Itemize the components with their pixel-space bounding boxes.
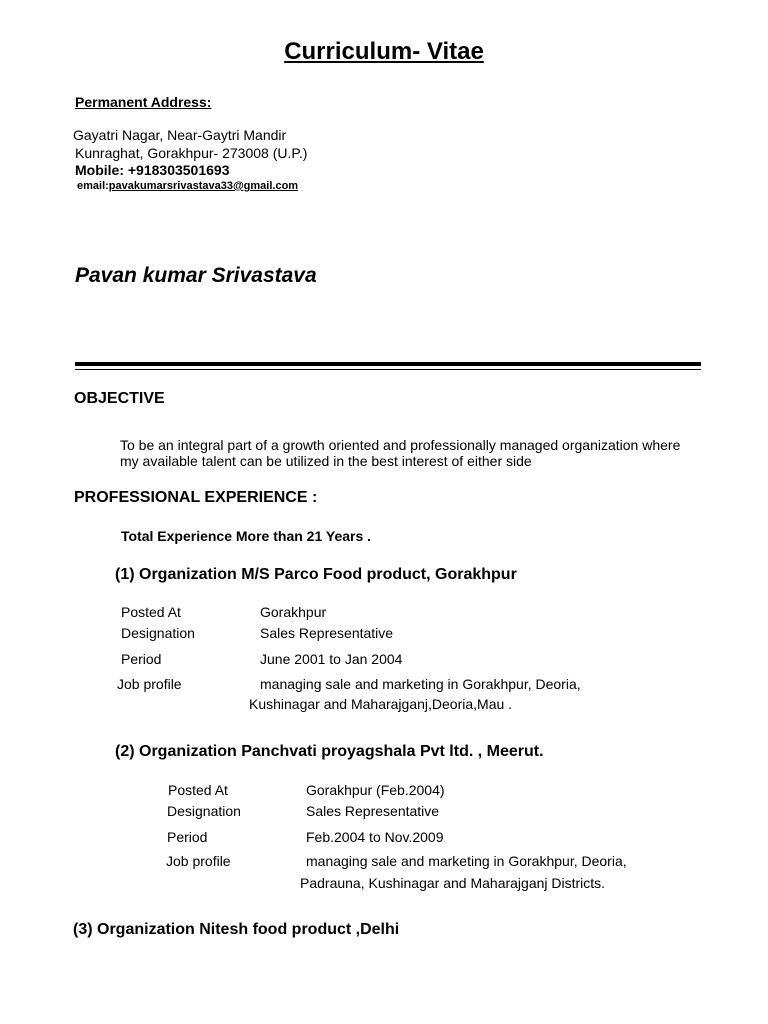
org-1-posted-label: Posted At (121, 604, 181, 620)
candidate-name: Pavan kumar Srivastava (75, 264, 317, 287)
org-2-profile-line-1: managing sale and marketing in Gorakhpur, Deoria, (306, 853, 627, 869)
org-1-posted-value: Gorakhpur (260, 604, 327, 620)
org-2-title: (2) Organization Panchvati proyagshala Pvt ltd. , Meerut. (115, 743, 544, 760)
org-1-designation-label: Designation (121, 625, 195, 641)
address-line-2: Kunraghat, Gorakhpur- 273008 (U.P.) (75, 145, 308, 161)
org-1-profile-label: Job profile (117, 676, 182, 692)
mobile-number: Mobile: +918303501693 (75, 162, 230, 178)
org-1-profile-line-2: Kushinagar and Maharajganj,Deoria,Mau . (249, 696, 513, 712)
email-address: pavakumarsrivastava33@gmail.com (108, 180, 299, 192)
address-line-1: Gayatri Nagar, Near-Gaytri Mandir (73, 127, 287, 143)
section-divider-thick (75, 362, 701, 366)
org-1-designation-value: Sales Representative (260, 625, 394, 641)
org-2-period-label: Period (167, 829, 208, 845)
permanent-address-label: Permanent Address: (75, 94, 212, 110)
org-1-title: (1) Organization M/S Parco Food product, Gorakhpur (115, 566, 517, 583)
total-experience: Total Experience More than 21 Years . (121, 528, 372, 544)
objective-line-2: my available talent can be utilized in the best interest of either side (120, 453, 532, 469)
org-2-designation-label: Designation (167, 803, 241, 819)
org-2-period-value: Feb.2004 to Nov.2009 (306, 829, 444, 845)
org-2-profile-label: Job profile (166, 853, 231, 869)
org-1-period-label: Period (121, 651, 162, 667)
objective-line-1: To be an integral part of a growth oriented and professionally managed organization where (120, 437, 681, 453)
org-2-posted-label: Posted At (168, 782, 228, 798)
org-2-posted-value: Gorakhpur (Feb.2004) (306, 782, 445, 798)
section-divider-thin (75, 369, 701, 370)
email-prefix: email: (77, 180, 109, 192)
email-line (77, 180, 298, 192)
org-3-title: (3) Organization Nitesh food product ,Delhi (73, 921, 400, 938)
objective-heading: OBJECTIVE (74, 390, 165, 407)
org-2-designation-value: Sales Representative (306, 803, 440, 819)
org-2-profile-line-2: Padrauna, Kushinagar and Maharajganj Districts. (300, 875, 606, 891)
document-title: Curriculum- Vitae (284, 38, 484, 65)
org-1-period-value: June 2001 to Jan 2004 (260, 651, 403, 667)
org-1-profile-line-1: managing sale and marketing in Gorakhpur, Deoria, (260, 676, 581, 692)
experience-heading: PROFESSIONAL EXPERIENCE : (74, 489, 318, 506)
